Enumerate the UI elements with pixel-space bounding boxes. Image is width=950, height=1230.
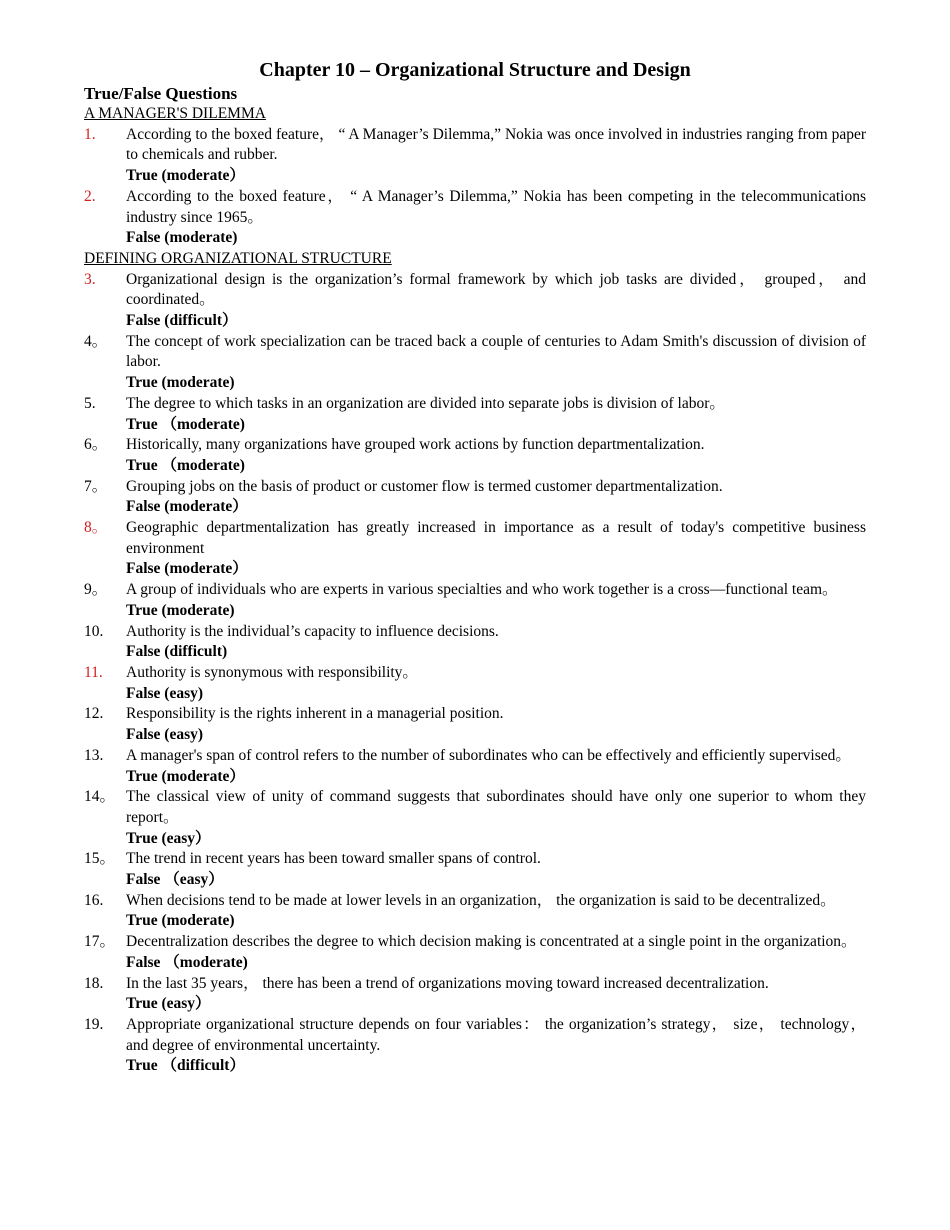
- question-text: Grouping jobs on the basis of product or customer flow is termed customer departmentalization.: [126, 477, 723, 495]
- page-title: Chapter 10 – Organizational Structure and Design: [259, 59, 691, 81]
- question-item: [84, 932, 866, 953]
- question-number: 2.: [84, 187, 96, 205]
- question-item: [84, 891, 866, 912]
- question-text: Authority is the individual’s capacity to influence decisions.: [126, 622, 499, 640]
- question-number: 12.: [84, 705, 104, 723]
- answer-line: False (moderate）: [126, 498, 248, 516]
- answer-line: False (moderate): [126, 229, 238, 247]
- question-number: 15。: [84, 850, 116, 868]
- answer-line: False (difficult): [126, 643, 228, 661]
- question-item: [84, 704, 866, 725]
- answer-line: True （difficult）: [126, 1057, 245, 1075]
- question-item: [84, 663, 866, 684]
- question-text: Organizational design is the organization’s formal framework by which job tasks are divided， grouped， and coordinated。: [126, 270, 866, 309]
- question-item: [84, 270, 866, 311]
- answer-line: True (moderate）: [126, 767, 245, 785]
- question-item: [84, 1015, 866, 1056]
- answer-line: True (easy）: [126, 995, 211, 1013]
- question-text: Appropriate organizational structure depends on four variables： the organization’s strategy， size， technology， and degree of environmental uncertainty.: [126, 1015, 866, 1054]
- question-number: 3.: [84, 270, 96, 288]
- question-number: 9。: [84, 581, 108, 599]
- answer-line: False (difficult）: [126, 312, 238, 330]
- question-number: 4。: [84, 332, 108, 350]
- answer-line: False (moderate）: [126, 560, 248, 578]
- answer-line: False (easy): [126, 726, 204, 744]
- section-heading: A MANAGER'S DILEMMA: [84, 105, 266, 122]
- question-text: In the last 35 years， there has been a trend of organizations moving toward increased decentralization.: [126, 974, 769, 992]
- question-text: Historically, many organizations have grouped work actions by function departmentalization.: [126, 436, 705, 454]
- question-text: The concept of work specialization can be traced back a couple of centuries to Adam Smith's discussion of division of labor.: [126, 332, 866, 371]
- question-item: [84, 622, 866, 643]
- question-item: [84, 787, 866, 828]
- question-text: When decisions tend to be made at lower levels in an organization， the organization is said to be decentralized。: [126, 891, 836, 909]
- question-item: [84, 125, 866, 166]
- question-item: [84, 974, 866, 995]
- question-text: According to the boxed feature， “ A Manager’s Dilemma,” Nokia has been competing in the telecommunications industry since 1965。: [126, 187, 866, 226]
- document-page: [84, 57, 866, 1077]
- answer-line: True （moderate): [126, 456, 245, 474]
- answer-line: False （moderate): [126, 953, 248, 971]
- answer-line: False （easy）: [126, 871, 224, 889]
- question-item: [84, 332, 866, 373]
- question-item: [84, 394, 866, 415]
- question-item: [84, 518, 866, 559]
- answer-line: False (easy): [126, 684, 204, 702]
- question-text: According to the boxed feature， “ A Manager’s Dilemma,” Nokia was once involved in industries ranging from paper to chemicals and rubber.: [126, 125, 866, 164]
- question-item: [84, 187, 866, 228]
- question-number: 16.: [84, 891, 104, 909]
- answer-line: True （moderate): [126, 415, 245, 433]
- question-number: 1.: [84, 125, 96, 143]
- question-list: [84, 104, 866, 1077]
- question-text: Decentralization describes the degree to which decision making is concentrated at a single point in the organization。: [126, 933, 857, 951]
- question-text: A manager's span of control refers to the number of subordinates who can be effectively and efficiently supervised。: [126, 746, 851, 764]
- question-number: 8。: [84, 519, 108, 537]
- question-item: [84, 477, 866, 498]
- question-text: Geographic departmentalization has greatly increased in importance as a result of today's competitive business environment: [126, 519, 866, 557]
- question-number: 6。: [84, 436, 108, 454]
- answer-line: True (moderate): [126, 374, 235, 392]
- question-number: 14。: [84, 788, 116, 806]
- question-text: Responsibility is the rights inherent in a managerial position.: [126, 705, 504, 723]
- question-item: [84, 580, 866, 601]
- question-number: 17。: [84, 933, 116, 951]
- question-number: 10.: [84, 622, 104, 640]
- question-text: The trend in recent years has been toward smaller spans of control.: [126, 850, 541, 868]
- question-number: 11.: [84, 663, 103, 681]
- question-number: 18.: [84, 974, 104, 992]
- question-item: [84, 849, 866, 870]
- question-text: Authority is synonymous with responsibility。: [126, 663, 418, 681]
- question-text: A group of individuals who are experts in various specialties and who work together is a cross—functional team。: [126, 581, 838, 599]
- question-text: The degree to which tasks in an organization are divided into separate jobs is division of labor。: [126, 394, 725, 412]
- answer-line: True (moderate): [126, 912, 235, 930]
- question-text: The classical view of unity of command suggests that subordinates should have only one superior to whom they report。: [126, 788, 866, 826]
- answer-line: True (moderate）: [126, 167, 245, 185]
- question-number: 5.: [84, 394, 96, 412]
- question-item: [84, 435, 866, 456]
- question-number: 7。: [84, 477, 108, 495]
- question-number: 13.: [84, 746, 104, 764]
- question-item: [84, 746, 866, 767]
- answer-line: True (moderate): [126, 601, 235, 619]
- section-heading: DEFINING ORGANIZATIONAL STRUCTURE: [84, 249, 392, 267]
- answer-line: True (easy）: [126, 829, 211, 847]
- question-number: 19.: [84, 1015, 104, 1033]
- page-subtitle: True/False Questions: [84, 84, 238, 103]
